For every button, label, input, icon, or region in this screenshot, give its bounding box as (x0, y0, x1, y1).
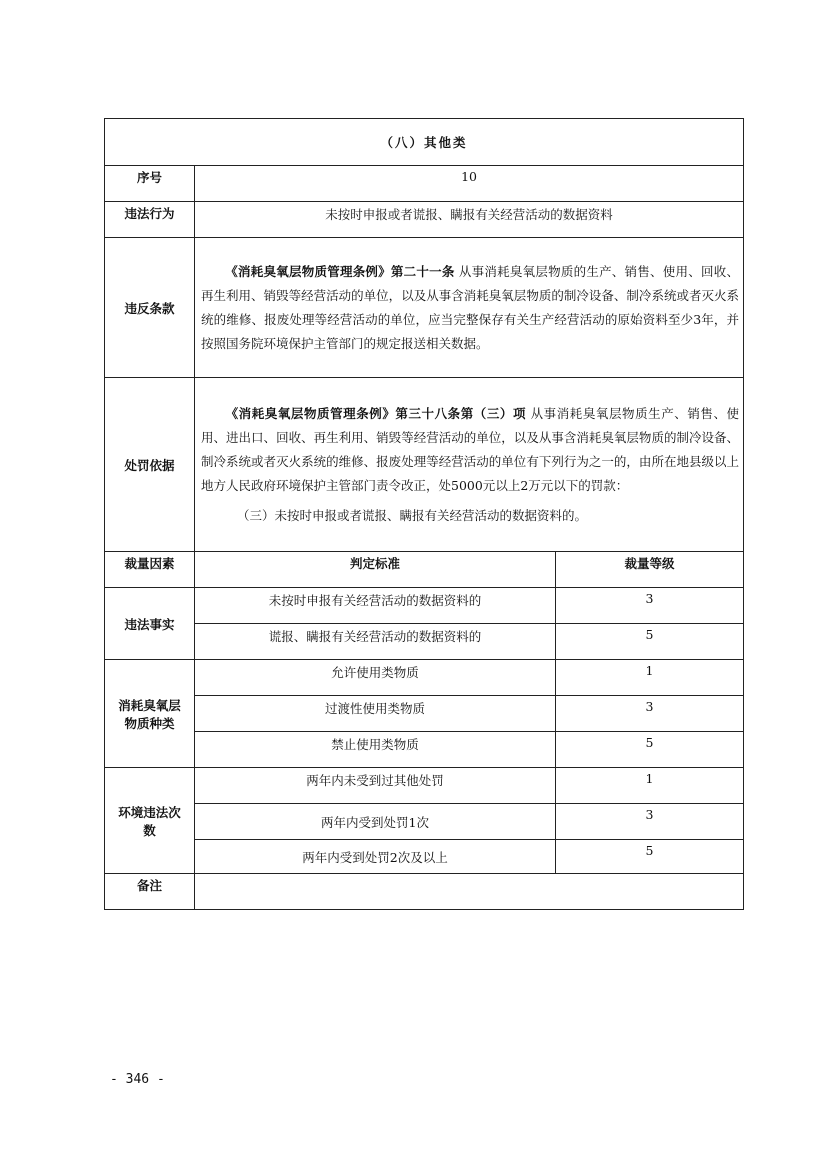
violated-clause-regulation: 《消耗臭氧层物质管理条例》第二十一条 (225, 263, 455, 279)
penalty-basis-row (105, 378, 744, 552)
penalty-basis-body: 从事消耗臭氧层物质生产、销售、使用、进出口、回收、再生利用、销毁等经营活动的单位，以及从事含消耗臭氧层物质的制冷设备、制冷系统或者灭火系统的维修、报废处理等经营活动的单位有下列行为之一的，由所在地县级以上地方人民政府环境保护主管部门责令改正，处5000元以上2万元以下的罚款： (201, 405, 740, 493)
section-title-row (105, 119, 744, 166)
factor-violation-count (105, 768, 195, 874)
table-row (105, 840, 744, 874)
factor-substance-type-line2: 物质种类 (124, 715, 175, 731)
table-row (105, 732, 744, 768)
sequence-label: 序号 (105, 166, 195, 202)
level-cell: 3 (556, 696, 744, 732)
factor-violation-count-line2: 数 (143, 822, 156, 838)
remarks-label: 备注 (105, 874, 195, 910)
table-row (105, 768, 744, 804)
violated-clause-row (105, 238, 744, 378)
table-row (105, 588, 744, 624)
factor-substance-type (105, 660, 195, 768)
standard-cell: 未按时申报有关经营活动的数据资料的 (195, 588, 556, 624)
penalty-basis-regulation: 《消耗臭氧层物质管理条例》第三十八条第（三）项 (225, 405, 527, 421)
standard-cell: 两年内受到处罚1次 (195, 804, 556, 840)
standard-cell: 过渡性使用类物质 (195, 696, 556, 732)
violated-clause-body: 从事消耗臭氧层物质的生产、销售、使用、回收、再生利用、销毁等经营活动的单位，以及从事含消耗臭氧层物质的制冷设备、制冷系统或者灭火系统的维修、报废处理等经营活动的单位，应当完整保存有关生产经营活动的原始资料至少3年，并按照国务院环境保护主管部门的规定报送相关数据。 (201, 263, 740, 351)
factor-substance-type-line1: 消耗臭氧层 (118, 697, 181, 713)
standard-cell: 两年内受到处罚2次及以上 (195, 840, 556, 874)
standard-cell: 禁止使用类物质 (195, 732, 556, 768)
table-row (105, 624, 744, 660)
sequence-value: 10 (195, 166, 744, 202)
remarks-row (105, 874, 744, 910)
discretion-header-row (105, 552, 744, 588)
violated-clause-label: 违反条款 (105, 238, 195, 378)
standard-cell: 两年内未受到过其他处罚 (195, 768, 556, 804)
factor-violation-count-line1: 环境违法次 (118, 804, 181, 820)
table-row (105, 660, 744, 696)
level-cell: 3 (556, 588, 744, 624)
level-cell: 3 (556, 804, 744, 840)
penalty-discretion-table (104, 118, 744, 910)
standard-cell: 允许使用类物质 (195, 660, 556, 696)
factor-violation-fact: 违法事实 (105, 588, 195, 660)
section-title: （八）其他类 (105, 119, 744, 166)
page-number: - 346 - (110, 1072, 165, 1087)
level-cell: 5 (556, 624, 744, 660)
penalty-basis-label: 处罚依据 (105, 378, 195, 552)
violated-clause-text (195, 238, 744, 378)
standard-header: 判定标准 (195, 552, 556, 588)
level-cell: 1 (556, 768, 744, 804)
level-header: 裁量等级 (556, 552, 744, 588)
penalty-basis-text (195, 378, 744, 552)
table-row (105, 804, 744, 840)
violation-label: 违法行为 (105, 202, 195, 238)
level-cell: 5 (556, 840, 744, 874)
standard-cell: 谎报、瞒报有关经营活动的数据资料的 (195, 624, 556, 660)
remarks-value (195, 874, 744, 910)
violation-value: 未按时申报或者谎报、瞒报有关经营活动的数据资料 (195, 202, 744, 238)
sequence-row (105, 166, 744, 202)
level-cell: 5 (556, 732, 744, 768)
violation-row (105, 202, 744, 238)
factor-header: 裁量因素 (105, 552, 195, 588)
level-cell: 1 (556, 660, 744, 696)
penalty-basis-item: （三）未按时申报或者谎报、瞒报有关经营活动的数据资料的。 (237, 507, 588, 523)
table-row (105, 696, 744, 732)
